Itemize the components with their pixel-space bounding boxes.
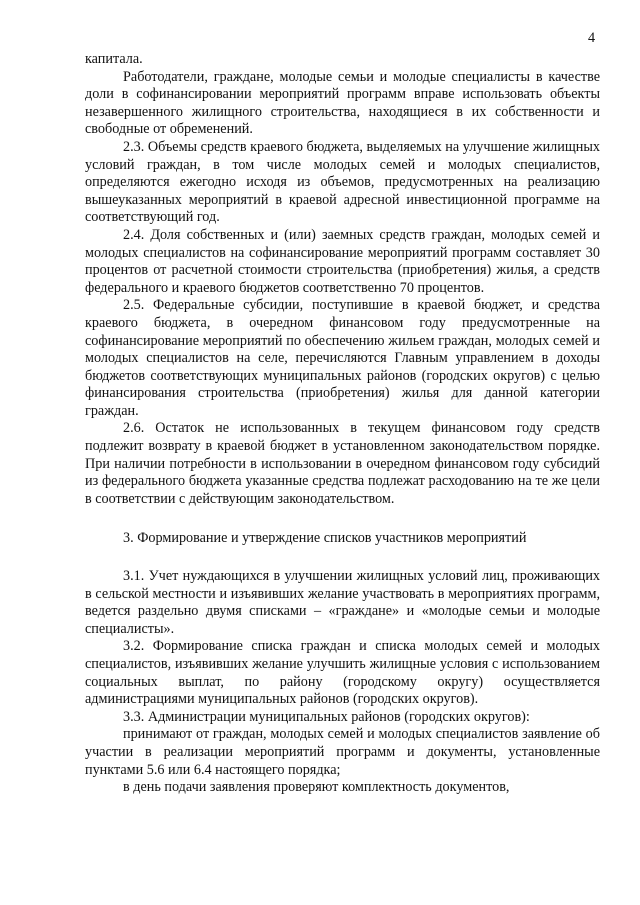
paragraph: 2.6. Остаток не использованных в текущем финансовом году средств подлежит возврату в краевой бюджет в установленном законодательством порядке. При наличии потребности в использовании в очередном финансовом году субсидий из федерального бюджета указанные средства подлежат расходованию на те же цели в соответствии с действующим законодательством. bbox=[85, 420, 600, 507]
paragraph: в день подачи заявления проверяют комплектность документов, bbox=[123, 779, 510, 796]
paragraphs-after-heading bbox=[85, 568, 600, 797]
paragraphs-before-heading bbox=[85, 51, 600, 508]
paragraph: 2.3. Объемы средств краевого бюджета, выделяемых на улучшение жилищных условий граждан, в том числе молодых семей и молодых специалистов, определяются ежегодно исходя из объемов, предусмотренных на реализацию вышеуказанных мероприятий в краевой адресной инвестиционной программе на соответствующий год. bbox=[85, 138, 600, 226]
document-body bbox=[85, 51, 600, 797]
paragraph: 2.4. Доля собственных и (или) заемных средств граждан, молодых семей и молодых специалистов на софинансирование мероприятий программ составляет 30 процентов от расчетной стоимости строительства (приобретения) жилья, а средств федерального и краевого бюджетов соответственно 70 процентов. bbox=[85, 226, 600, 296]
paragraph: капитала. bbox=[85, 51, 143, 67]
paragraph: Работодатели, граждане, молодые семьи и молодые специалисты в качестве доли в софинансировании мероприятий программ вправе использовать объекты незавершенного жилищного строительства, находящиеся в их собственности и свободные от обременений. bbox=[85, 68, 600, 138]
paragraph: принимают от граждан, молодых семей и молодых специалистов заявление об участии в реализации мероприятий программ и документы, установленные пунктами 5.6 или 6.4 настоящего порядка; bbox=[85, 726, 600, 778]
paragraph: 2.5. Федеральные субсидии, поступившие в краевой бюджет, и средства краевого бюджета, в очередном финансовом году предусмотренные на софинансирование мероприятий по обеспечению жильем граждан, молодых семей и молодых специалистов на селе, перечисляются Главным управлением в доходы бюджетов соответствующих муниципальных районов (городских округов) с целью финансирования строительства (приобретения) жилья для данной категории граждан. bbox=[85, 297, 600, 419]
page-number: 4 bbox=[588, 30, 596, 46]
section-heading: 3. Формирование и утверждение списков участников мероприятий bbox=[123, 530, 527, 547]
paragraph: 3.3. Администрации муниципальных районов (городских округов): bbox=[123, 708, 530, 725]
paragraph: 3.1. Учет нуждающихся в улучшении жилищных условий лиц, проживающих в сельской местности и изъявивших желание участвовать в мероприятиях программ, ведется раздельно двумя списками – «граждане» и «молодые семьи и молодые специалисты». bbox=[85, 568, 600, 637]
paragraph: 3.2. Формирование списка граждан и списка молодых семей и молодых специалистов, изъявивших желание улучшить жилищные условия с использованием социальных выплат, по району (городскому округу) осуществляется администрациями муниципальных районов (городских округов). bbox=[85, 638, 600, 708]
